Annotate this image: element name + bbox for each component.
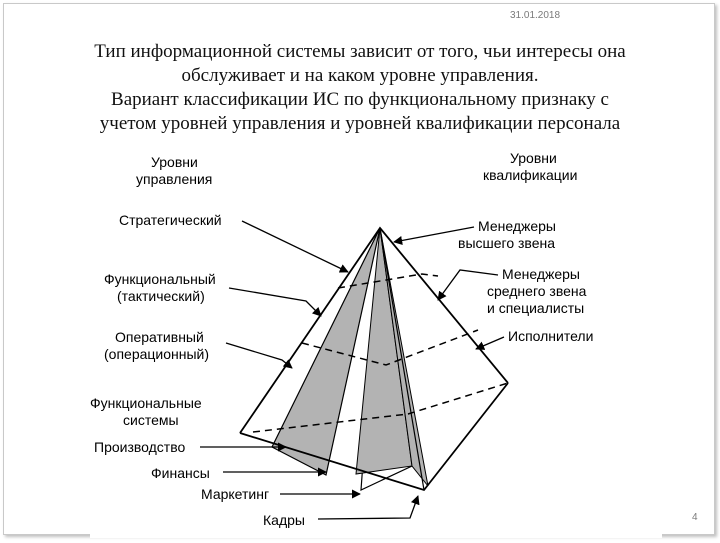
left-header-line1: Уровни xyxy=(151,154,198,170)
qualification-top-line2: высшего звена xyxy=(458,235,555,251)
arrow-qualification-executors xyxy=(476,337,504,349)
title-line: учетом уровней управления и уровней квалификации персонала xyxy=(99,113,621,134)
management-level-operational-line1: Оперативный xyxy=(115,329,204,345)
title-line: Тип информационной системы зависит от того, чьи интересы она xyxy=(94,41,626,62)
page-number: 4 xyxy=(692,512,698,523)
pyramid-diagram xyxy=(90,150,662,538)
qualification-executors: Исполнители xyxy=(508,328,594,344)
arrow-strategic xyxy=(242,221,348,272)
qualification-middle-line2: среднего звена xyxy=(487,283,587,299)
qualification-middle-line1: Менеджеры xyxy=(502,266,580,282)
right-header-line2: квалификации xyxy=(483,167,578,183)
functional-system-marketing: Маркетинг xyxy=(201,486,270,502)
functional-system-hr: Кадры xyxy=(263,512,305,528)
functional-system-finance: Финансы xyxy=(151,465,210,481)
qualification-top-line1: Менеджеры xyxy=(478,218,556,234)
right-header-line1: Уровни xyxy=(510,150,557,166)
management-level-tactical-line1: Функциональный xyxy=(104,271,216,287)
functional-systems-header-line1: Функциональные xyxy=(90,395,202,411)
management-level-operational-line2: (операционный) xyxy=(104,346,210,362)
arrow-operational xyxy=(226,343,292,368)
slide-date: 31.01.2018 xyxy=(510,10,561,21)
left-header-line2: управления xyxy=(136,171,213,187)
pyramid-figure xyxy=(90,150,662,538)
functional-system-production: Производство xyxy=(94,439,186,455)
arrow-hr xyxy=(318,496,418,519)
arrow-tactical xyxy=(229,288,321,316)
title-line: Вариант классификации ИС по функциональному признаку с xyxy=(111,89,609,110)
functional-systems-header-line2: системы xyxy=(123,412,179,428)
title-line: обслуживает и на каком уровне управления. xyxy=(181,65,539,86)
qualification-middle-line3: и специалисты xyxy=(487,300,585,316)
management-level-tactical-line2: (тактический) xyxy=(117,288,205,304)
management-level-strategic: Стратегический xyxy=(119,212,222,228)
slide-title xyxy=(20,40,700,136)
